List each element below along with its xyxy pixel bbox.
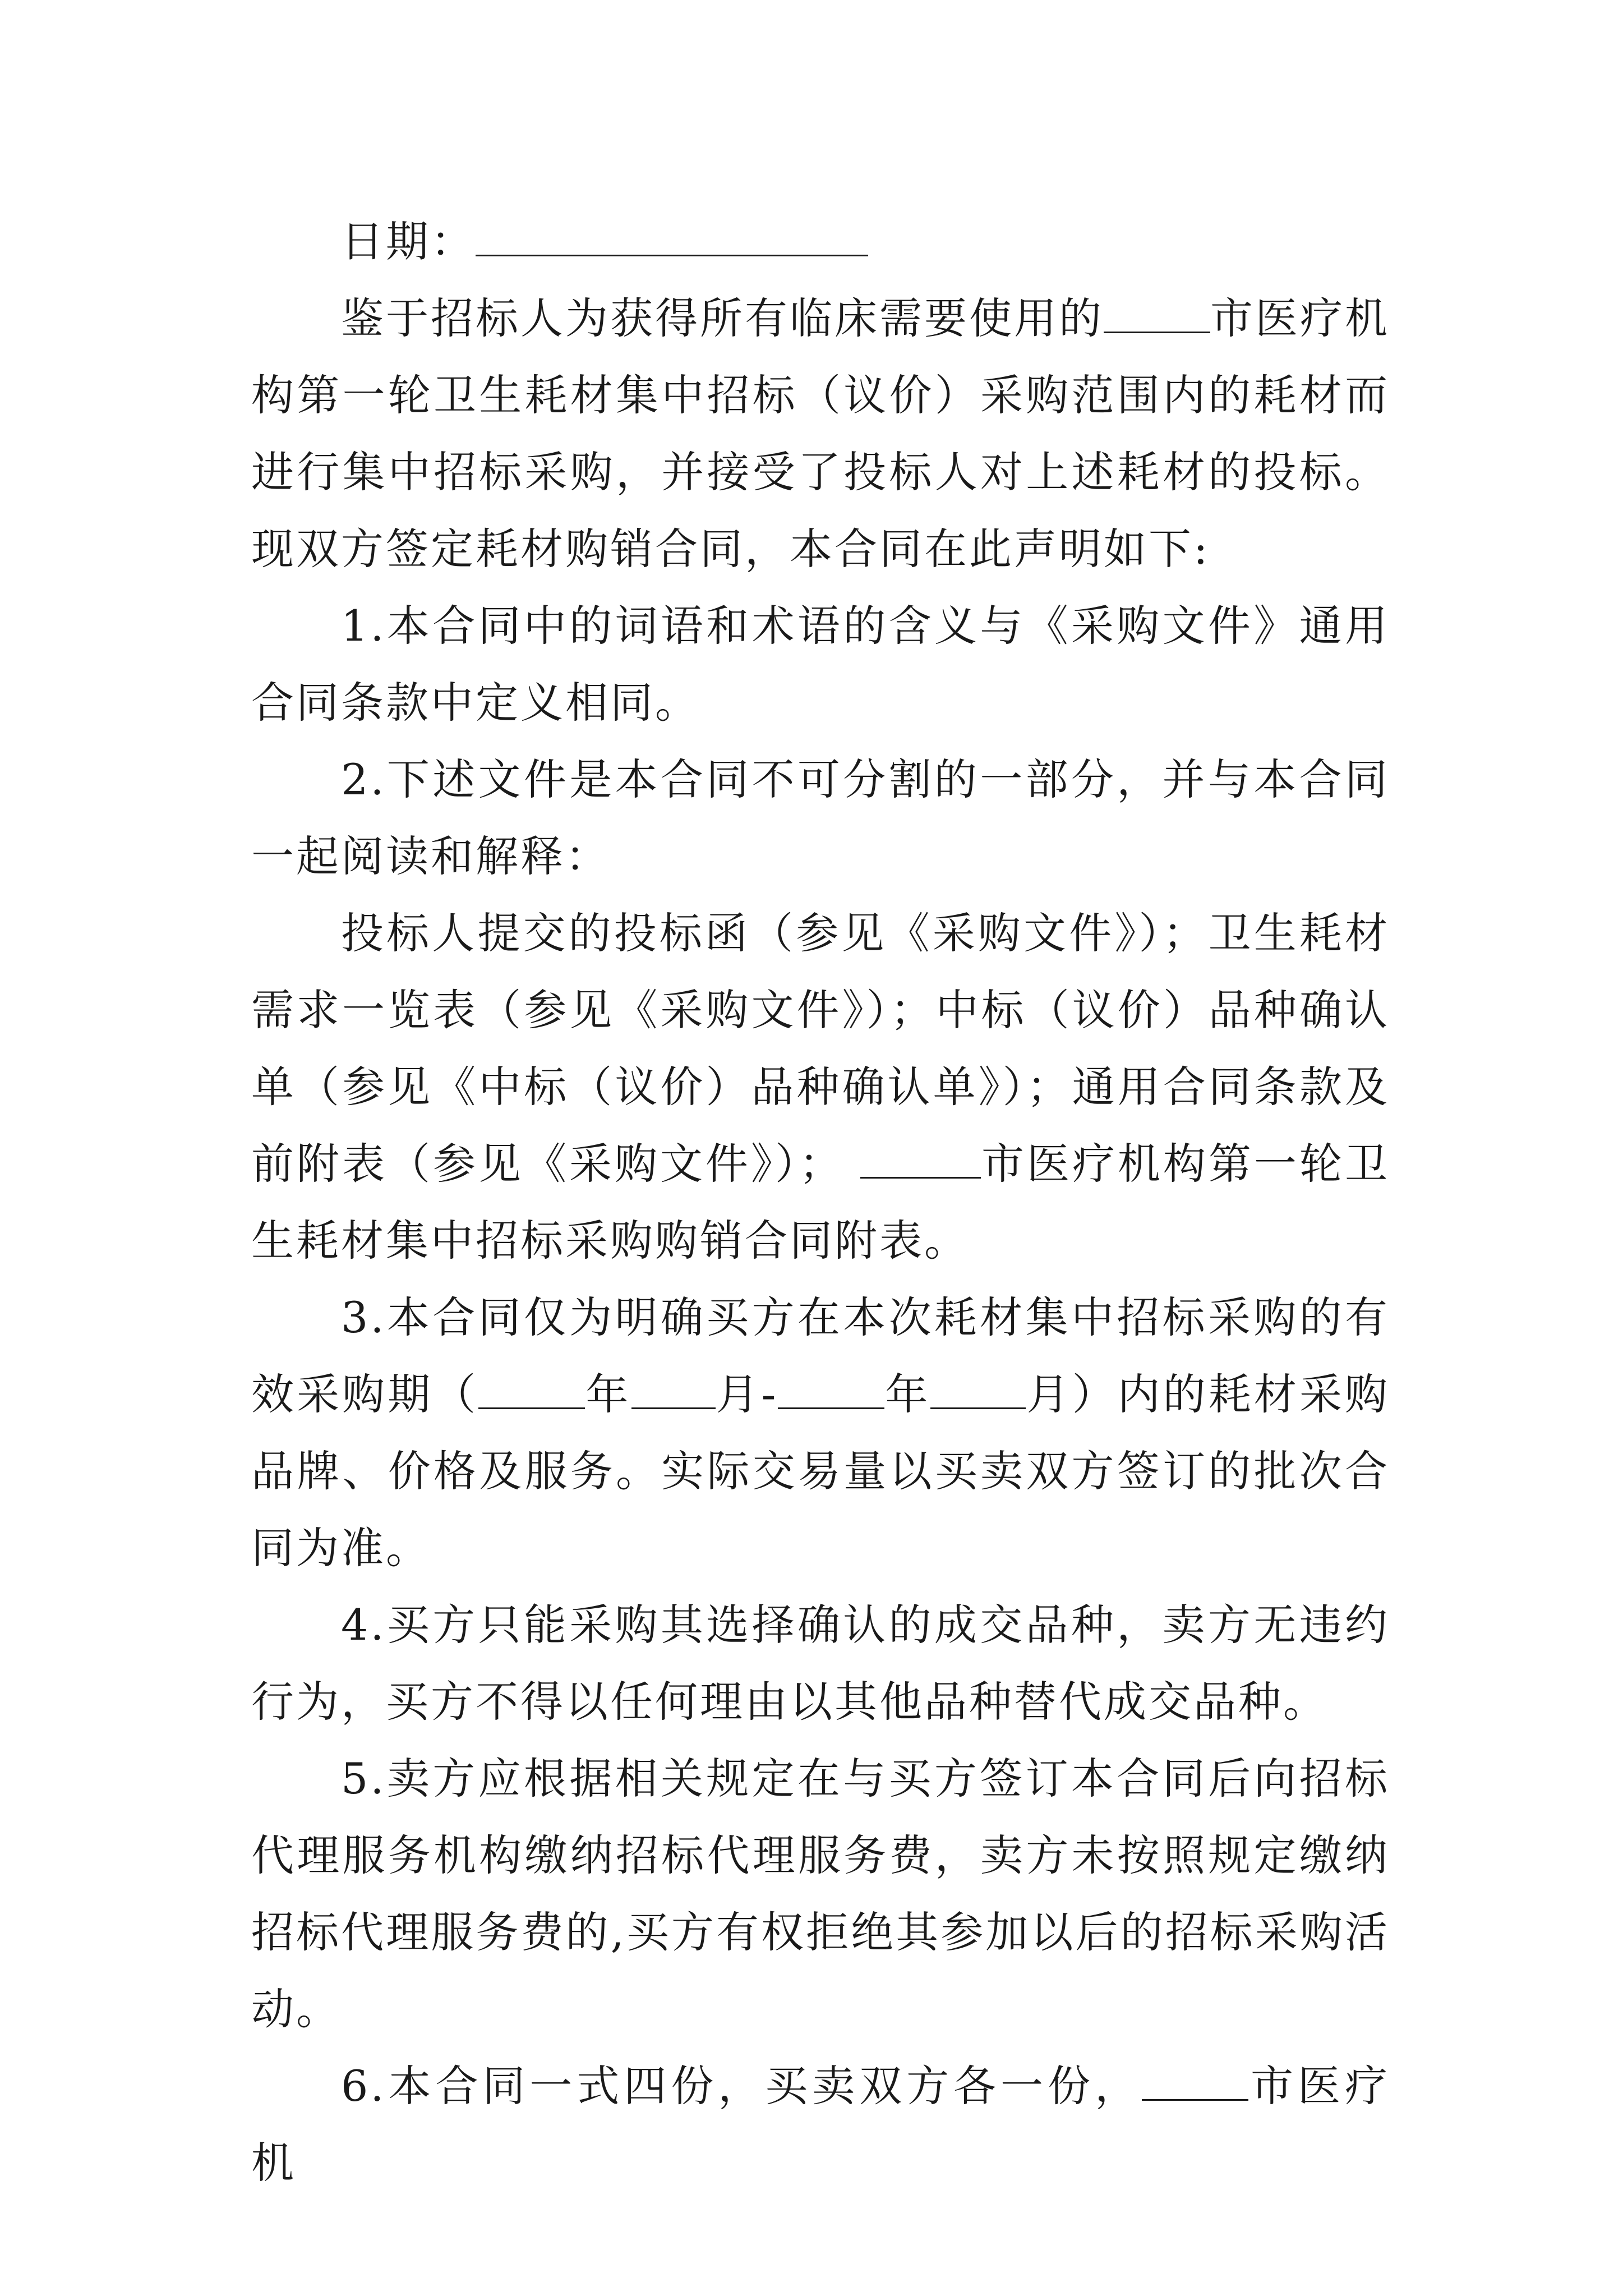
intro-text-1: 鉴于招标人为获得所有临床需要使用的 <box>341 293 1104 343</box>
city-blank <box>1142 2064 1248 2101</box>
date-line <box>251 203 1390 280</box>
intro-text-2: 市医疗机构第一轮卫生耗材集中招标（议价）采购范围内的耗材而进行集中招标采购，并接受了投标人对上述耗材的投标。现双方签定耗材购销合同，本合同在此声明如下: <box>251 293 1390 574</box>
intro-paragraph <box>251 280 1390 587</box>
end-month-blank <box>930 1373 1026 1409</box>
clause-6-text-2: 市医疗机 <box>251 2061 1390 2188</box>
month-label-1: 月- <box>715 1369 778 1419</box>
year-label-2: 年 <box>884 1369 931 1419</box>
clause-6 <box>251 2047 1390 2201</box>
clause-1: 1.本合同中的词语和术语的含义与《采购文件》通用合同条款中定义相同。 <box>251 601 1390 728</box>
year-label-1: 年 <box>585 1369 631 1419</box>
start-month-blank <box>631 1373 716 1409</box>
contract-body <box>251 203 1390 2201</box>
clause-3-text-1: 3.本合同仅为明确买方在本次耗材集中招标采购的有效采购期（ <box>251 1292 1390 1419</box>
clause-4: 4.买方只能采购其选择确认的成交品种，卖方无违约行为，买方不得以任何理由以其他品种替代成交品种。 <box>251 1600 1390 1727</box>
documents-list-text-2: 市医疗机构第一轮卫生耗材集中招标采购购销合同附表。 <box>251 1139 1390 1266</box>
date-label: 日期： <box>341 217 476 266</box>
clause-5: 5.卖方应根据相关规定在与买方签订本合同后向招标代理服务机构缴纳招标代理服务费，卖方未按照规定缴纳招标代理服务费的,买方有权拒绝其参加以后的招标采购活动。 <box>251 1754 1390 2034</box>
start-year-blank <box>478 1373 585 1409</box>
end-year-blank <box>778 1373 884 1409</box>
city-blank <box>860 1142 981 1179</box>
clause-3 <box>251 1279 1390 1586</box>
documents-list-paragraph <box>251 895 1390 1279</box>
city-blank <box>1104 297 1210 333</box>
clause-3-text-2: 月）内的耗材采购品牌、价格及服务。实际交易量以买卖双方签订的批次合同为准。 <box>251 1369 1390 1573</box>
clause-2: 2.下述文件是本合同不可分割的一部分，并与本合同一起阅读和解释： <box>251 754 1390 881</box>
date-blank <box>476 220 868 256</box>
clause-6-text-1: 6.本合同一式四份，买卖双方各一份， <box>341 2061 1142 2111</box>
documents-list-text-1: 投标人提交的投标函（参见《采购文件》）；卫生耗材需求一览表（参见《采购文件》）；中标（议价）品种确认单（参见《中标（议价）品种确认单》）；通用合同条款及前附表（参见《采购文件》）； <box>251 908 1390 1189</box>
